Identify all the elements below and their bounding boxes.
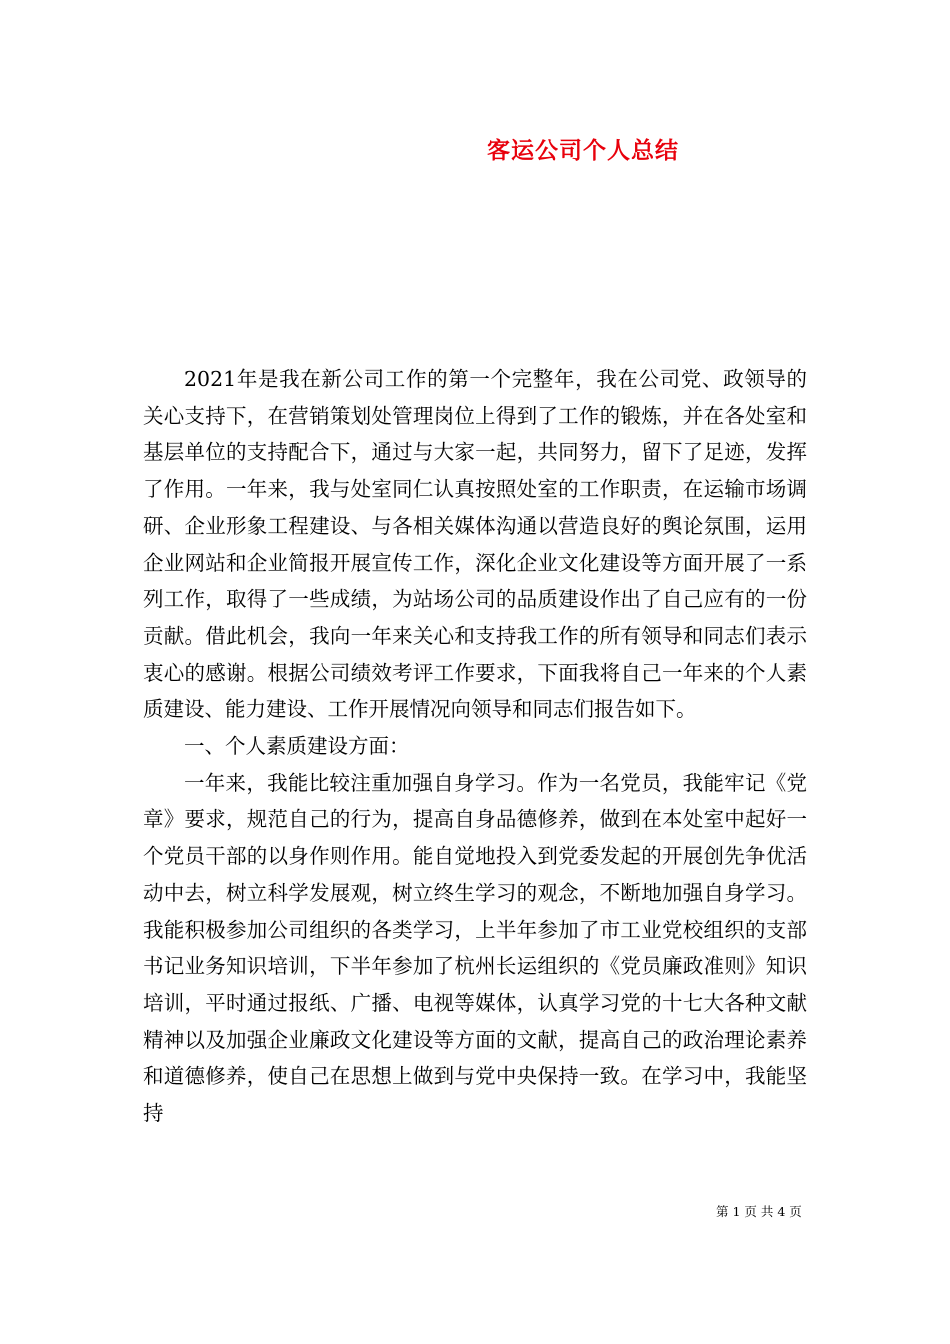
document-title: 客运公司个人总结 <box>487 137 679 164</box>
page-number-footer: 第 1 页 共 4 页 <box>716 1204 802 1219</box>
document-body <box>143 361 807 1132</box>
section-heading-personal-quality: 一、个人素质建设方面： <box>184 734 410 759</box>
paragraph-self-study: 一年来，我能比较注重加强自身学习。作为一名党员，我能牢记《党章》要求，规范自己的行为，提高自身品德修养，做到在本处室中起好一个党员干部的以身作则作用。能自觉地投入到党委发起的开展创先争优活动中去，树立科学发展观，树立终生学习的观念，不断地加强自身学习。我能积极参加公司组织的各类学习，上半年参加了市工业党校组织的支部书记业务知识培训，下半年参加了杭州长运组织的《党员廉政准则》知识培训，平时通过报纸、广播、电视等媒体，认真学习党的十七大各种文献精神以及加强企业廉政文化建设等方面的文献，提高自己的政治理论素养和道德修养，使自己在思想上做到与党中央保持一致。在学习中，我能坚持 <box>143 770 807 1126</box>
paragraph-intro: 2021年是我在新公司工作的第一个完整年，我在公司党、政领导的关心支持下，在营销策划处管理岗位上得到了工作的锻炼，并在各处室和基层单位的支持配合下，通过与大家一起，共同努力，留下了足迹，发挥了作用。一年来，我与处室同仁认真按照处室的工作职责，在运输市场调研、企业形象工程建设、与各相关媒体沟通以营造良好的舆论氛围，运用企业网站和企业简报开展宣传工作，深化企业文化建设等方面开展了一系列工作，取得了一些成绩，为站场公司的品质建设作出了自己应有的一份贡献。借此机会，我向一年来关心和支持我工作的所有领导和同志们表示衷心的感谢。根据公司绩效考评工作要求，下面我将自己一年来的个人素质建设、能力建设、工作开展情况向领导和同志们报告如下。 <box>143 367 807 722</box>
